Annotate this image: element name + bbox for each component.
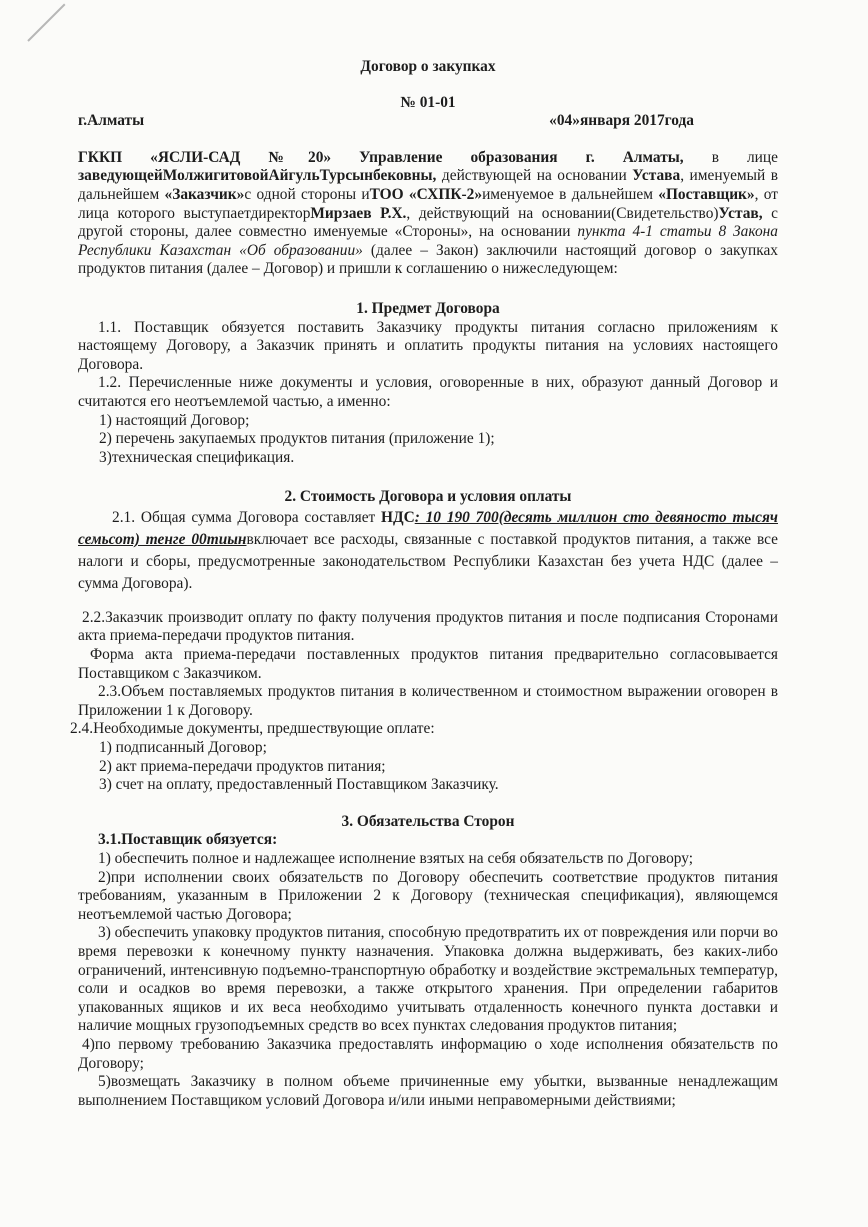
customer-head: заведующейМолжигитовойАйгульТурсынбековны, <box>78 167 437 185</box>
legal-basis: пункта 4-1 статьи 8 Закона Республики Казахстан «Об образовании» <box>78 223 779 259</box>
clause-text: включает все расходы, связанные с поставкой продуктов питания, а также все налоги и сборы, предусмотренные законодательством Республики Казахстан без учета НДС (далее – сумма Договора). <box>78 530 779 592</box>
section-1-heading: 1. Предмет Договора <box>356 299 500 317</box>
customer-name: ГККП «ЯСЛИ-САД №20» Управление образования г. Алматы, <box>78 148 684 166</box>
clause-3-1-heading: 3.1.Поставщик обязуется: <box>98 831 278 849</box>
intro-text: (далее – Закон) заключили настоящий договор о закупках продуктов питания (далее – Договор) и пришли к соглашению о нижеследующем: <box>78 241 778 278</box>
list-item: 1) настоящий Договор; <box>99 411 250 429</box>
clause-2-2-form: Форма акта приема-передачи поставленных продуктов питания предварительно согласовывается Поставщиком с Заказчиком. <box>78 646 778 682</box>
obligation-1: 1) обеспечить полное и надлежащее исполнение взятых на себя обязательств по Договору; <box>98 850 694 867</box>
clause-1-1: 1.1. Поставщик обязуется поставить Заказчику продукты питания согласно приложениям к настоящему Договору, а Заказчик принять и оплатить продукты питания на условиях настоящего Договора. <box>78 318 778 373</box>
intro-text: , именуемый в дальнейшем <box>78 167 778 203</box>
contract-sum: : 10 190 700(десять миллион сто девяносто тысяч семьсот) тенге 00тиын <box>78 508 778 548</box>
obligation-3: 3) обеспечить упаковку продуктов питания, способную предотвратить их от повреждения или порчи во время перевозки к конечному пункту назначения. Упаковка должна выдерживать, без каких-либо ограничений, интенсивную подъемно-транспортную обработку и воздействие экстремальных температур, соли и осадков во время перевозки, а также открытого хранения. При определении габаритов упакованных ящиков и их веса необходимо учитывать отдаленность конечного пункта доставки и наличие мощных грузоподъемных средств во всех пунктах следования продуктов питания; <box>78 924 778 1035</box>
section-2-heading: 2. Стоимость Договора и условия оплаты <box>284 488 572 506</box>
contract-body <box>70 58 779 1110</box>
city-date-line <box>78 112 778 131</box>
supplier-label: «Поставщик» <box>658 185 755 203</box>
customer-basis: Устава <box>632 167 681 185</box>
document-title: Договор о закупках <box>360 58 496 75</box>
list-item: 3) счет на оплату, предоставленный Поставщиком Заказчику. <box>99 776 499 794</box>
city: г.Алматы <box>78 112 145 130</box>
intro-text: , от лица которого выступаетдиректор <box>78 185 778 222</box>
vat-label: НДС <box>381 508 415 526</box>
contract-date: «04»января 2017года <box>549 112 694 130</box>
intro-text: в лице <box>683 148 778 166</box>
obligation-2: 2)при исполнении своих обязательств по Договору обеспечить соответствие продуктов питания требованиям, указанным в Приложении 2 к Договору (техническая спецификация), являющемся неотъемлемой частью Договора; <box>78 868 778 923</box>
obligation-5: 5)возмещать Заказчику в полном объеме причиненные ему убытки, вызванные ненадлежащим выполнением Поставщиком условий Договора и/или иными неправомерными действиями; <box>78 1073 778 1109</box>
clause-1-2: 1.2. Перечисленные ниже документы и условия, оговоренные в них, образуют данный Договор и считаются его неотъемлемой частью, а именно: <box>78 374 778 410</box>
list-item: 1) подписанный Договор; <box>99 739 267 757</box>
clause-2-3: 2.3.Объем поставляемых продуктов питания в количественном и стоимостном выражении оговорен в Приложении 1 к Договору. <box>78 683 778 719</box>
scan-artifact-mark <box>27 4 65 42</box>
clause-2-1 <box>78 507 778 595</box>
customer-label: «Заказчик» <box>164 185 245 203</box>
section-3-heading: 3. Обязательства Сторон <box>341 812 515 830</box>
supplier-name: ТОО «СХПК-2» <box>369 185 483 203</box>
list-item: 3)техническая спецификация. <box>99 448 295 466</box>
intro-text: действующей на основании <box>436 167 633 185</box>
intro-text: именуемое в дальнейшем <box>482 185 659 203</box>
clause-2-4: 2.4.Необходимые документы, предшествующие оплате: <box>70 720 435 738</box>
supplier-basis: Устав, <box>718 204 763 222</box>
intro-text: с другой стороны, далее совместно именуемые «Стороны», на основании <box>78 204 778 241</box>
clause-2-2: 2.2.Заказчик производит оплату по факту получения продуктов питания и после подписания Сторонами акта приема-передачи продуктов питания. <box>78 608 778 645</box>
contract-number: № 01-01 <box>400 93 456 111</box>
clause-text: 2.1. Общая сумма Договора составляет <box>112 508 376 526</box>
list-item: 2) перечень закупаемых продуктов питания (приложение 1); <box>99 430 495 448</box>
list-item: 2) акт приема-передачи продуктов питания; <box>99 757 386 775</box>
supplier-director: Мирзаев Р.Х. <box>310 204 407 222</box>
intro-text: с одной стороны и <box>244 185 370 203</box>
obligation-4: 4)по первому требованию Заказчика предоставлять информацию о ходе исполнения обязательств по Договору; <box>78 1035 778 1072</box>
intro-text: , действующий на основании(Свидетельство) <box>406 204 719 222</box>
intro-paragraph <box>78 149 778 279</box>
